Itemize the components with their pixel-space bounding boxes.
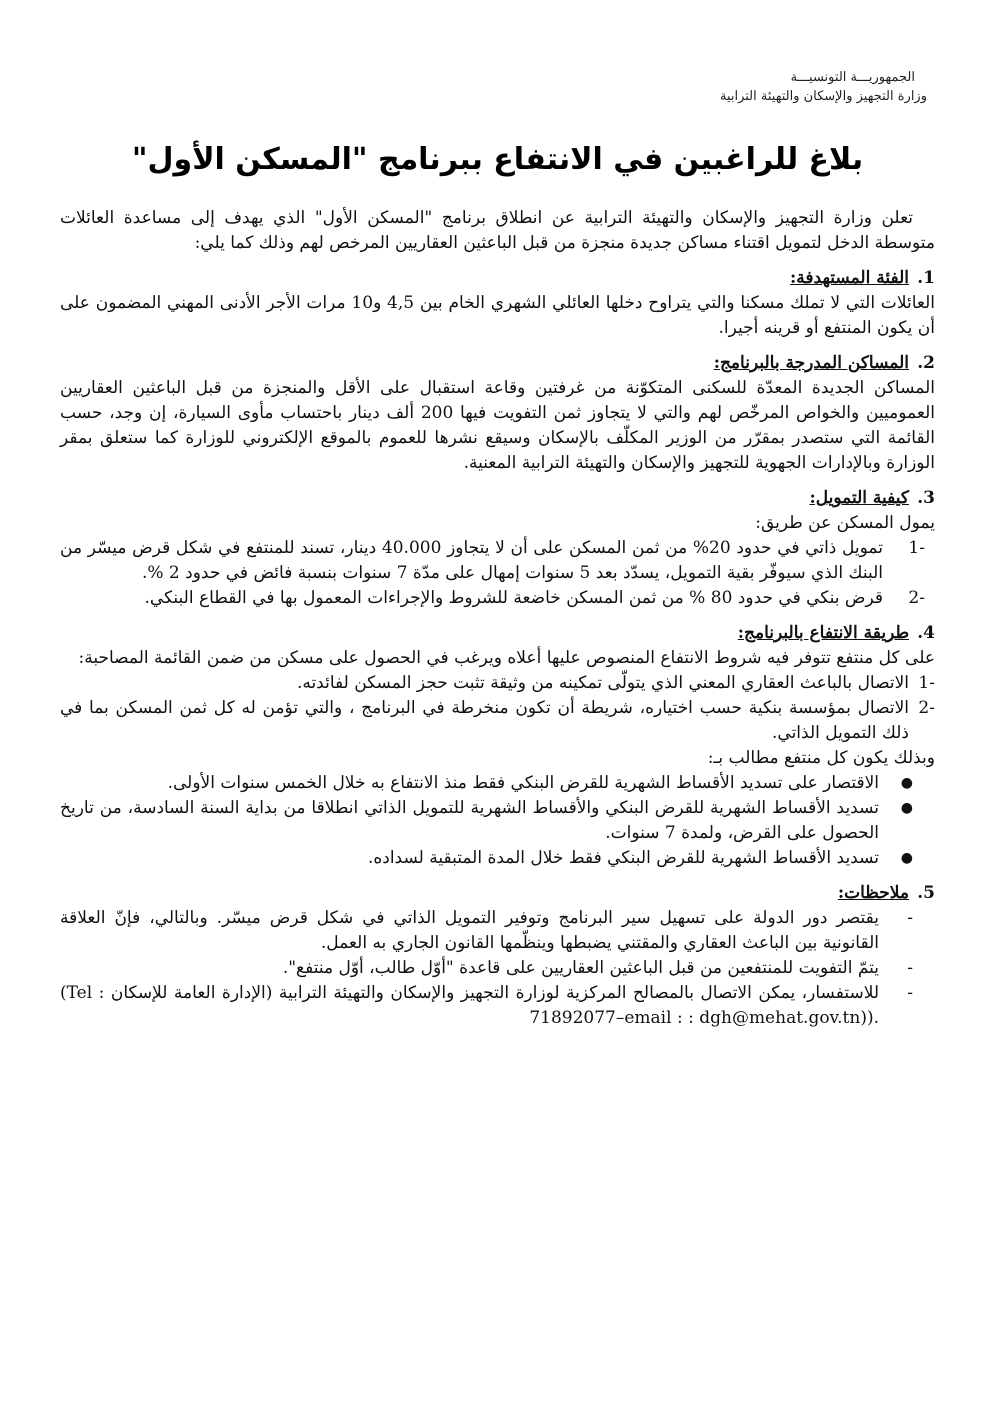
section-title: ملاحظات: (837, 883, 909, 903)
bullet-icon: ● (900, 850, 913, 866)
section-number: 5. (917, 883, 935, 903)
section-number: 1. (917, 268, 935, 288)
list-item (60, 671, 935, 696)
list-item-text: الاتصال بمؤسسة بنكية حسب اختياره، شريطة أن تكون منخرطة في البرنامج ، والتي تؤمن له كل ثمن المسكن بما في ذلك التمويل الذاتي. (60, 698, 909, 743)
list-item (60, 771, 935, 796)
list-item-text: قرض بنكي في حدود 80 % من ثمن المسكن خاضعة للشروط والإجراءات المعمول بها في القطاع البنكي. (144, 588, 883, 608)
section-3-lead: يمول المسكن عن طريق: (755, 513, 935, 533)
section-4-heading (60, 621, 935, 646)
list-marker: -1 (908, 538, 925, 558)
section-number: 4. (917, 623, 935, 643)
list-item (60, 536, 935, 586)
bullet-icon: ● (900, 800, 913, 816)
section-1-text: العائلات التي لا تملك مسكنا والتي يتراوح دخلها العائلي الشهري الخام بين 4,5 و10 مرات الأجر الأدنى المهني المضمون على أن يكون المنتفع أو قرينه أجيرا. (60, 293, 935, 338)
list-item-text: الاقتصار على تسديد الأقساط الشهرية للقرض البنكي فقط منذ الانتفاع به خلال الخمس سنوات الأولى. (167, 773, 879, 793)
ministry-name: وزارة التجهيز والإسكان والتهيئة الترابية (719, 89, 927, 104)
list-item (60, 846, 935, 871)
list-item (60, 796, 935, 846)
section-title: كيفية التمويل: (809, 488, 909, 508)
section-2-heading (60, 351, 935, 376)
section-title: الفئة المستهدفة: (790, 268, 909, 288)
section-1-heading (60, 266, 935, 291)
steps-list (60, 671, 935, 746)
dash-icon: - (907, 908, 913, 928)
section-4-lead: على كل منتفع تتوفر فيه شروط الانتفاع المنصوص عليها أعلاه ويرغب في الحصول على مسكن من ضمن القائمة المصاحبة: (78, 648, 935, 668)
list-marker: -1 (918, 673, 935, 693)
intro-paragraph: تعلن وزارة التجهيز والإسكان والتهيئة الترابية عن انطلاق برنامج "المسكن الأول" الذي يهدف إلى مساعدة العائلات متوسطة الدخل لتمويل اقتناء مساكن جديدة منجزة من قبل الباعثين العقاريين المرخص لهم وذلك كما يلي: (60, 208, 935, 253)
section-number: 3. (917, 488, 935, 508)
list-item (60, 586, 935, 611)
list-marker: -2 (918, 698, 935, 718)
list-item-text: الاتصال بالباعث العقاري المعني الذي يتولّى تمكينه من وثيقة تثبت حجز المسكن لفائدته. (296, 673, 909, 693)
notes-list (60, 906, 935, 1031)
section-title: المساكن المدرجة بالبرنامج: (713, 353, 909, 373)
dash-icon: - (907, 958, 913, 978)
list-item-text: تسديد الأقساط الشهرية للقرض البنكي والأقساط الشهرية للتمويل الذاتي انطلاقا من بداية السنة السادسة، من تاريخ الحصول على القرض، ولمدة 7 سنوات. (60, 798, 879, 843)
section-5-heading (60, 881, 935, 906)
section-4-lead-2: وبذلك يكون كل منتفع مطالب بـ: (707, 748, 935, 768)
section-number: 2. (917, 353, 935, 373)
section-2-text: المساكن الجديدة المعدّة للسكنى المتكوّنة من غرفتين وقاعة استقبال على الأقل والمنجزة من قبل الباعثين العقاريين العموميين والخواص المرخّص لهم والتي لا يتجاوز ثمن التفويت فيها 200 ألف دينار باحتساب مأوى السيارة، إن وجد، حسب القائمة التي ستصدر بمقرّر من الوزير المكلّف بالإسكان وسيقع نشرها للعموم بالموقع الإلكتروني للوزارة كما ستعلق بمقر الوزارة وبالإدارات الجهوية للتجهيز والإسكان والتهيئة الترابية المعنية. (60, 378, 935, 473)
obligations-list (60, 771, 935, 871)
republic-name: الجمهوريـــة التونسيـــة (790, 70, 915, 85)
list-item (60, 981, 935, 1031)
financing-list (60, 536, 935, 611)
bullet-icon: ● (900, 775, 913, 791)
list-marker: -2 (908, 588, 925, 608)
section-title: طريقة الانتفاع بالبرنامج: (737, 623, 909, 643)
page-title: بلاغ للراغبين في الانتفاع ببرنامج "المسكن الأول" (131, 142, 864, 177)
letterhead (720, 68, 927, 106)
list-item-text: تمويل ذاتي في حدود 20% من ثمن المسكن على أن لا يتجاوز 40.000 دينار، تسند للمنتفع في شكل قرض ميسّر من البنك الذي سيوفّر بقية التمويل، يسدّد بعد 5 سنوات إمهال على مدّة 7 سنوات بنسبة فائض في حدود 2 %. (60, 538, 883, 583)
list-item (60, 956, 935, 981)
list-item-text: للاستفسار، يمكن الاتصال بالمصالح المركزية لوزارة التجهيز والإسكان والتهيئة الترابية (الإدارة العامة للإسكان (110, 983, 880, 1003)
list-item-text: يقتصر دور الدولة على تسهيل سير البرنامج وتوفير التمويل الذاتي في شكل قرض ميسّر. وبالتالي، فإنّ العلاقة القانونية بين الباعث العقاري والمقتني يضبطها وينظّمها القانون الجاري به العمل. (60, 908, 879, 953)
dash-icon: - (907, 983, 913, 1003)
list-item-text: تسديد الأقساط الشهرية للقرض البنكي فقط خلال المدة المتبقية لسداده. (367, 848, 879, 868)
announcement-body (60, 206, 935, 1031)
contact-info: (Tel : 71892077–email : : dgh@mehat.gov.tn)). (60, 983, 879, 1028)
list-item (60, 696, 935, 746)
list-item (60, 906, 935, 956)
list-item-text: يتمّ التفويت للمنتفعين من قبل الباعثين العقاريين على قاعدة "أوّل طالب، أوّل منتفع". (282, 958, 879, 978)
section-3-heading (60, 486, 935, 511)
